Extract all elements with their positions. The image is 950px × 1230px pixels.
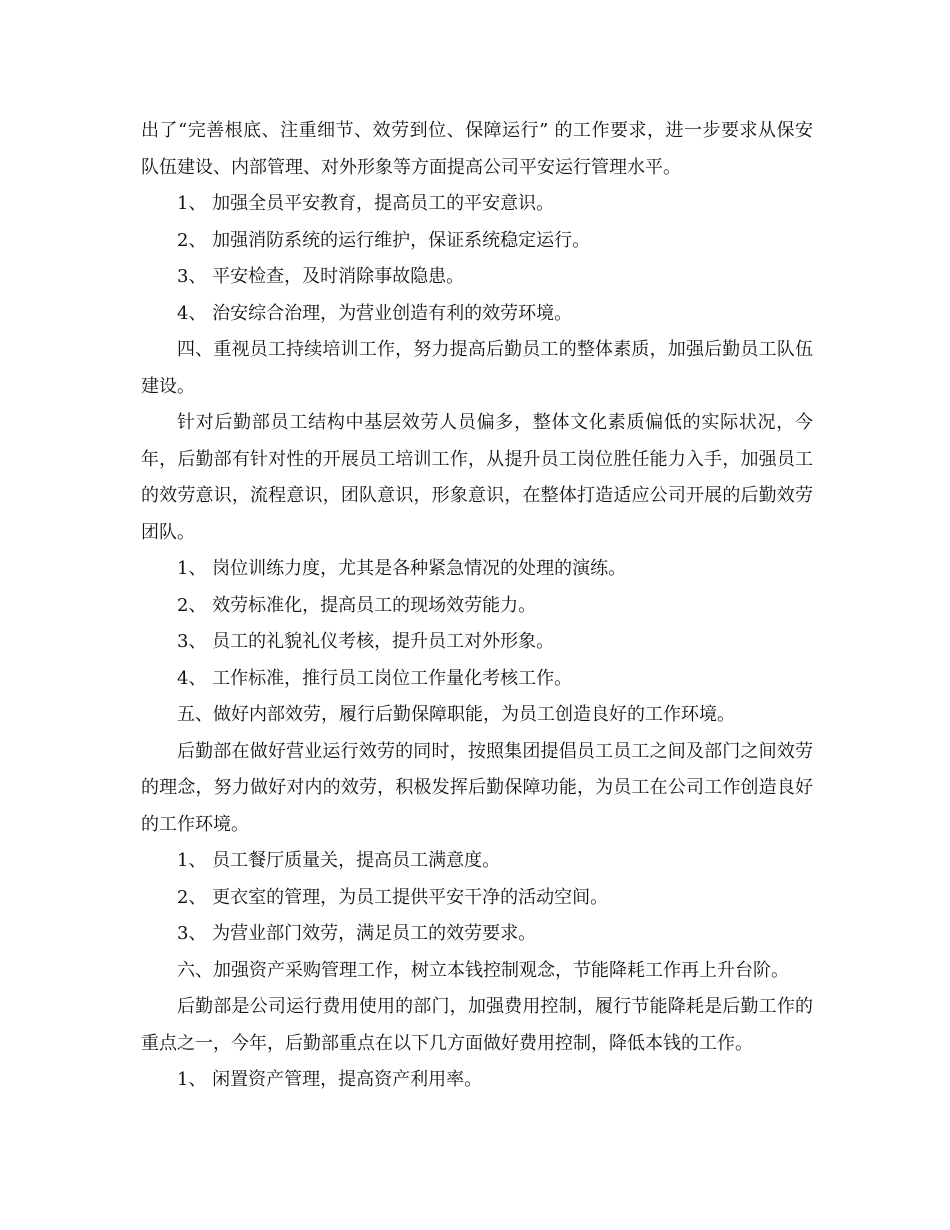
paragraph: 后勤部是公司运行费用使用的部门，加强费用控制，履行节能降耗是后勤工作的重点之一，今年，后勤部重点在以下几方面做好费用控制，降低本钱的工作。 [141,996,813,1054]
section-heading: 四、重视员工持续培训工作，努力提高后勤员工的整体素质，加强后勤员工队伍建设。 [141,339,813,397]
list-item: 3、 为营业部门效劳，满足员工的效劳要求。 [177,923,537,944]
document-body [141,113,813,1099]
list-item: 4、 治安综合治理，为营业创造有利的效劳环境。 [177,302,573,324]
list-item: 2、 效劳标准化，提高员工的现场效劳能力。 [177,594,537,616]
list-item: 3、 平安检查，及时消除事故隐患。 [177,266,465,287]
list-item: 2、 更衣室的管理，为员工提供平安干净的活动空间。 [177,886,609,908]
list-item: 2、 加强消防系统的运行维护，保证系统稳定运行。 [177,229,591,251]
list-item: 1、 岗位训练力度，尤其是各种紧急情况的处理的演练。 [177,558,627,579]
section-heading: 六、加强资产采购管理工作，树立本钱控制观念，节能降耗工作再上升台阶。 [177,959,789,981]
list-item: 4、 工作标准，推行员工岗位工作量化考核工作。 [177,667,573,689]
list-item: 1、 闲置资产管理，提高资产利用率。 [177,1069,483,1090]
section-heading: 五、做好内部效劳，履行后勤保障职能，为员工创造良好的工作环境。 [177,704,735,725]
paragraph: 后勤部在做好营业运行效劳的同时，按照集团提倡员工员工之间及部门之间效劳的理念，努力做好对内的效劳，积极发挥后勤保障功能，为员工在公司工作创造良好的工作环境。 [141,740,813,835]
list-item: 1、 员工餐厅质量关，提高员工满意度。 [177,850,501,871]
paragraph: 出了“完善根底、注重细节、效劳到位、保障运行” 的工作要求，进一步要求从保安队伍建设、内部管理、对外形象等方面提高公司平安运行管理水平。 [141,120,813,178]
list-item: 1、 加强全员平安教育，提高员工的平安意识。 [177,193,555,214]
paragraph: 针对后勤部员工结构中基层效劳人员偏多，整体文化素质偏低的实际状况，今年，后勤部有针对性的开展员工培训工作，从提升员工岗位胜任能力入手，加强员工的效劳意识，流程意识，团队意识，形象意识，在整体打造适应公司开展的后勤效劳团队。 [141,412,813,543]
list-item: 3、 员工的礼貌礼仪考核，提升员工对外形象。 [177,631,555,652]
